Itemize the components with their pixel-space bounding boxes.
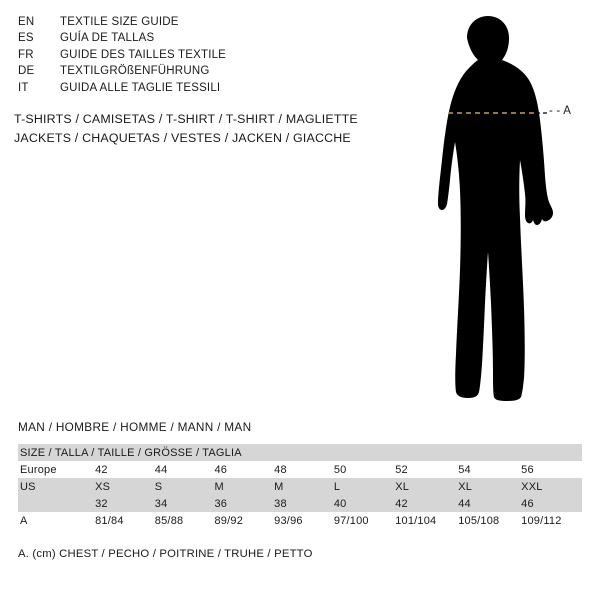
cell: 40 <box>333 497 347 510</box>
cell: 89/92 <box>214 514 244 527</box>
male-silhouette-figure <box>395 8 600 408</box>
language-title: TEXTILGRÖßENFÜHRUNG <box>60 65 210 78</box>
cell: 101/104 <box>395 514 437 527</box>
garment-line-tshirts: T-SHIRTS / CAMISETAS / T-SHIRT / T-SHIRT / MAGLIETTE <box>14 112 358 126</box>
table-header-label: SIZE / TALLA / TAILLE / GRÖSSE / TAGLIA <box>20 446 242 459</box>
table-row <box>18 512 582 529</box>
cell: 42 <box>395 497 408 510</box>
language-code: ES <box>18 32 34 45</box>
cell: 32 <box>95 497 108 510</box>
cell: 85/88 <box>154 514 184 527</box>
cell: 46 <box>214 463 228 476</box>
language-row <box>18 14 226 30</box>
language-code: EN <box>18 16 35 28</box>
cell: L <box>333 480 341 493</box>
cell: XXL <box>521 480 543 493</box>
cell: 81/84 <box>95 514 124 527</box>
cell: 44 <box>154 463 168 476</box>
silhouette-body <box>438 16 553 401</box>
language-code: FR <box>18 48 34 61</box>
table-row <box>18 478 582 495</box>
language-code: IT <box>18 81 29 94</box>
garment-line-jackets: JACKETS / CHAQUETAS / VESTES / JACKEN / GIACCHE <box>14 131 351 145</box>
chest-callout-group <box>549 105 571 117</box>
language-row <box>18 30 226 46</box>
cell: 105/108 <box>458 514 500 527</box>
cell: 36 <box>214 497 228 510</box>
language-title: GUIDE DES TAILLES TEXTILE <box>60 48 227 61</box>
cell: XL <box>458 480 473 493</box>
table-row <box>18 461 582 478</box>
table-header-row <box>18 444 582 461</box>
cell: 48 <box>274 463 287 476</box>
man-section-heading: MAN / HOMBRE / HOMME / MANN / MAN <box>18 420 252 434</box>
cell: 97/100 <box>333 514 369 527</box>
language-title: TEXTILE SIZE GUIDE <box>60 16 179 28</box>
row-label: US <box>20 480 36 493</box>
cell: XS <box>95 480 111 493</box>
garment-categories <box>14 110 358 148</box>
row-label: A <box>20 514 28 527</box>
cell: 52 <box>395 463 408 476</box>
language-row <box>18 80 226 96</box>
cell: 93/96 <box>274 514 303 527</box>
language-title: GUÍA DE TALLAS <box>60 32 155 45</box>
table-row <box>18 495 582 512</box>
silhouette-svg <box>395 8 600 408</box>
cell: 54 <box>458 463 471 476</box>
row-label <box>18 495 93 512</box>
cell: XL <box>395 480 410 493</box>
language-row <box>18 47 226 63</box>
callout-dash: - - <box>549 105 561 117</box>
cell: 44 <box>458 497 471 510</box>
cell: 38 <box>274 497 287 510</box>
cell: 109/112 <box>521 514 562 527</box>
measurement-footnote: A. (cm) CHEST / PECHO / POITRINE / TRUHE / PETTO <box>18 548 313 560</box>
language-row <box>18 63 226 79</box>
cell: M <box>214 480 224 493</box>
cell: 34 <box>154 497 168 510</box>
cell: S <box>154 480 163 493</box>
cell: 42 <box>95 463 108 476</box>
language-code: DE <box>18 65 35 78</box>
language-title: GUIDA ALLE TAGLIE TESSILI <box>60 81 221 94</box>
callout-label-a: A <box>563 105 572 117</box>
row-label: Europe <box>20 463 57 476</box>
cell: 56 <box>521 463 534 476</box>
cell: 46 <box>521 497 534 510</box>
language-title-block <box>18 14 226 96</box>
cell: M <box>274 480 284 493</box>
size-table <box>18 444 582 529</box>
cell: 50 <box>333 463 347 476</box>
